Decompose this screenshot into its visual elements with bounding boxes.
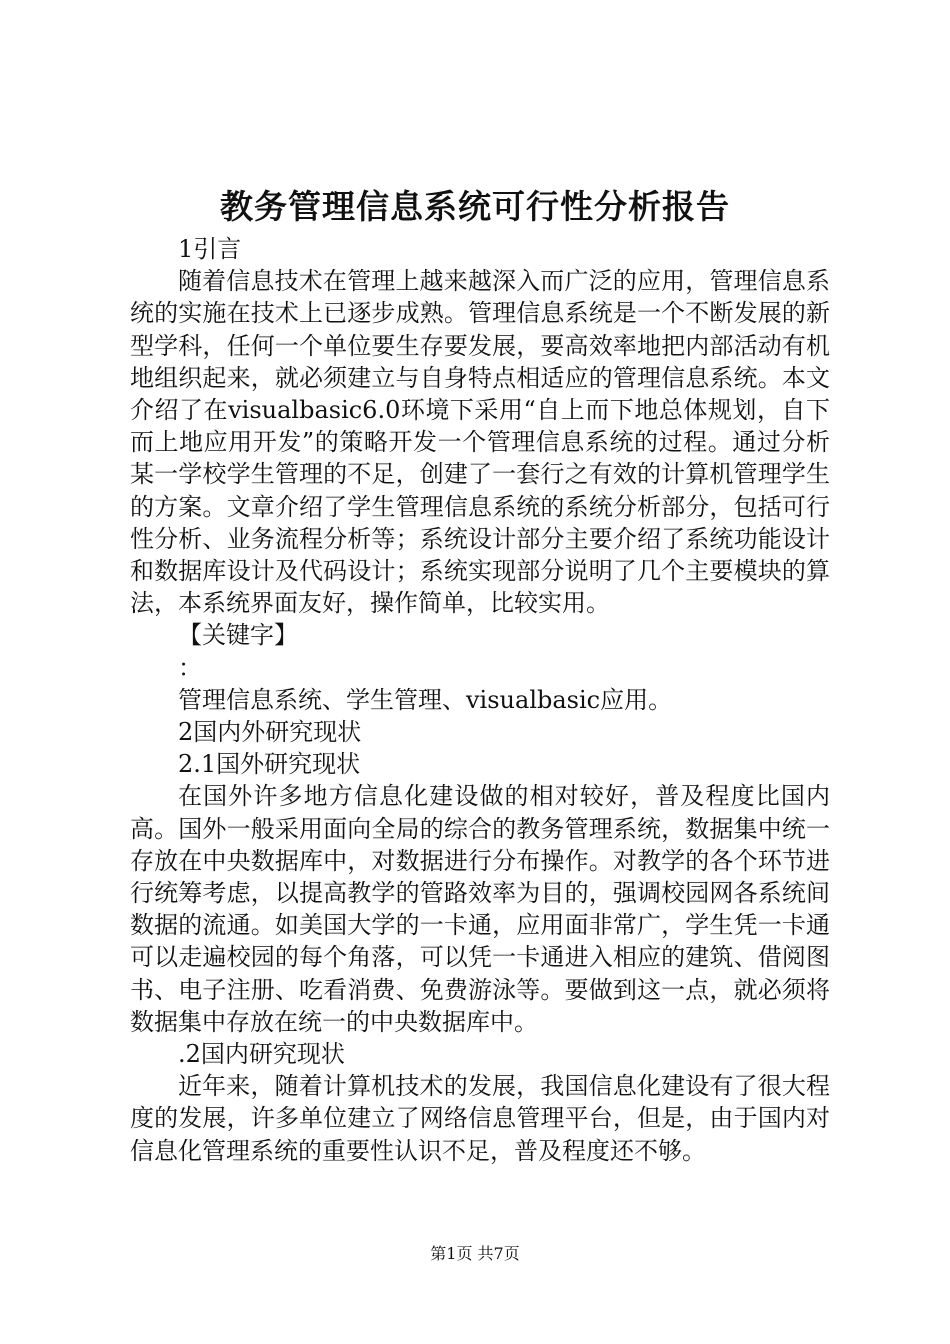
body-paragraph: 随着信息技术在管理上越来越深入而广泛的应用，管理信息系统的实施在技术上已逐步成熟。管理信息系统是一个不断发展的新型学科，任何一个单位要生存要发展，要高效率地把内部活动有机地组织起来，就必须建立与自身特点相适应的管理信息系统。本文介绍了在visualbasic6.0环境下采用“自上而下地总体规划，自下而上地应用开发”的策略开发一个管理信息系统的过程。通过分析某一学校学生管理的不足，创建了一套行之有效的计算机管理学生的方案。文章介绍了学生管理信息系统的系统分析部分，包括可行性分析、业务流程分析等；系统设计部分主要介绍了系统功能设计和数据库设计及代码设计；系统实现部分说明了几个主要模块的算法，本系统界面友好，操作简单，比较实用。 [130, 267, 830, 618]
section-heading: 1引言 [178, 235, 242, 263]
document-body [130, 233, 830, 1167]
subsection-heading: 2.1国外研究现状 [178, 750, 361, 779]
document-title: 教务管理信息系统可行性分析报告 [220, 187, 730, 226]
body-paragraph: 在国外许多地方信息化建设做的相对较好，普及程度比国内高。国外一般采用面向全局的综合的教务管理系统，数据集中统一存放在中央数据库中，对数据进行分布操作。对教学的各个环节进行统筹考虑，以提高教学的管路效率为目的，强调校园网各系统间数据的流通。如美国大学的一卡通，应用面非常广，学生凭一卡通可以走遍校园的每个角落，可以凭一卡通进入相应的建筑、借阅图书、电子注册、吃看消费、免费游泳等。要做到这一点，就必须将数据集中存放在统一的中央数据库中。 [130, 782, 830, 1036]
keywords-list: 管理信息系统、学生管理、visualbasic应用。 [178, 685, 673, 714]
body-paragraph: 近年来，随着计算机技术的发展，我国信息化建设有了很大程度的发展，许多单位建立了网络信息管理平台，但是，由于国内对信息化管理系统的重要性认识不足，普及程度还不够。 [130, 1072, 830, 1165]
subsection-heading: .2国内研究现状 [178, 1040, 345, 1069]
page-footer: 第1页 共7页 [430, 1244, 520, 1263]
section-heading: 2国内外研究现状 [178, 718, 362, 747]
keywords-label: 【关键字】 [178, 621, 298, 650]
keywords-colon: ： [178, 653, 202, 682]
